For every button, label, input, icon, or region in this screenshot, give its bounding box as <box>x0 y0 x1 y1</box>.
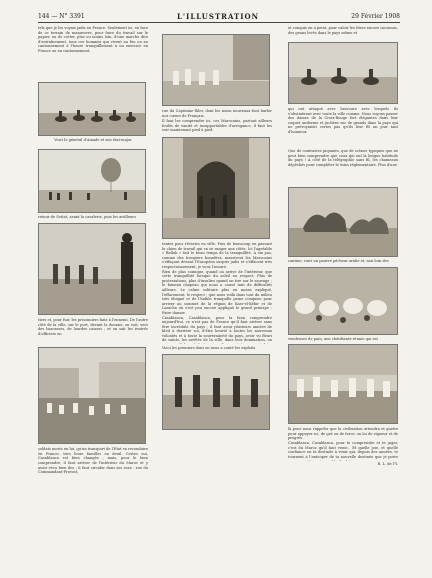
col3-text-5: Casablanca, Casablanca, pour te comprendre et te juger, c'est du Maroc qu'il faut venir... Et quelle joie, et quelle confiance en ta destinée à venir qui, depuis des années, te tournent à l'anticiper de ta nouvelle destinée que je porte <box>288 441 398 459</box>
column-3 <box>288 26 398 467</box>
col2-text-1: rue du Capitaine-Ihler, dont les noms nouveaux font hurler nos cœurs de Français. <box>162 109 272 118</box>
col1-text-1: tels que je les voyais jadis en France. Seulement ici, en face de ce terrain de manœuvre, pour fuire du travail sur le papier, ou de cotter, plus ou moins loin, d'une marche dite d'entraînement, tous ces hommes qui vivent au feu ou au cantonnement à l'heure tranquillement à un exercice en France ou en cantonnement. <box>38 26 148 53</box>
photo-soldiers-group <box>162 354 270 430</box>
col3-text-1: et conquis en a peint, pour valoir les titres encore inconnus, des geans levés dans le pays même et <box>288 26 398 35</box>
photo-red-cross <box>288 42 398 104</box>
caption-bread-sellers: vendeuses de pain, une chérifiante réunie qui est <box>288 336 378 341</box>
col3-text-4: là pour nous rappeler que la civilisation attendra et guette pour appuyer ici, de gré ou de force, sa loi de rigueur et de progrès. <box>288 427 398 441</box>
photo-general-staff <box>38 82 146 136</box>
col2-text-2: Il faut les comprendre ici, ces Marocains, partout ailleurs foulés de vanité et insupportables d'arrogance, il faut les voir maintenant pied à pied. <box>162 119 272 133</box>
caption-general-staff: Voici le général d'Amade et son état-major <box>54 138 132 142</box>
page-header <box>38 10 400 22</box>
col3-text-3: Que de contrastes piquants, que de scènes typiques que ne peut bien comprendre que ceux qui ont la longue habitude du pays ! À côté de la télégraphie sans fil, les chameaux dépêchés pour compléter le train réglementaire. Plus d'une <box>288 149 398 167</box>
photo-city-gate <box>162 137 270 239</box>
photo-officer <box>38 223 146 315</box>
caption-canteen: cantine, voici un pauvre pécheur arabe et, non loin des <box>288 259 389 263</box>
col1-text-2: tiers et, pour fuir, les prisonniers faits à l'ennemi. De l'autre côté de la ville, sur le port, devant la douane, on voit, vers des barcasses, de lourdes caisses ; et on sait les rentrés d'officiers en <box>38 318 148 336</box>
photo-balloon <box>38 149 146 213</box>
column-2 <box>162 26 272 430</box>
photo-camels <box>288 187 398 257</box>
masthead: L'ILLUSTRATION <box>176 11 259 21</box>
column-1 <box>38 26 148 487</box>
col3-text-2: qui ont attaqué avec bravoure avec lesquels ils s'obstinèrent avec toute la ville comme. Nous voyons passer des dames de la Croix-Rouge fort élégantes dans leur coquet uniforme et juchées sur de grands dans la pays qui ne prévoyaient certes pas qu'ils leur fît un jour tant d'honneur. <box>288 107 398 134</box>
signature: R. L. de l'Y. <box>377 462 398 467</box>
photo-market-crowd <box>288 344 398 424</box>
page-number: 144 — N° 3391 <box>38 12 85 20</box>
photo-harbor-crowd <box>38 347 146 444</box>
col2-text-3: tentes pour rêveries en ville. Puis de beaucoup en passant le chien de travail qui va se ranger aux côtés. Ici l'agréable « Ballah » fait le beau temps de la tranquillité. À six pas, comme des troupiers honnêtes, massivent les Marocains s'effaçant devant l'Européen surpris jadis et s'effacent très respectueusement, je vous l'assure. Rien de plus comique, quand on arrive de l'intérieur, que cette tranquillité lorsque du soleil au respect. Plus de protestations, plus d'insultes quand on tire sur le sauvage ; le fameux chapeau qui nous a causé tant de difficultés ailleurs. Le calme solitaire plus en moins expliqué, l'effacement, le respect ; que nous voilà dans tout du milieu très éloigné et de l'habile tranquille peine conquise pour arriver au sommet de la région de Kasr-el-Kébir et de Larache où s'est peu encore appliqué le grand principe : Faire danser. Casablanca, Casablanca, pour la bien comprendre aujourd'hui, ce n'est pas de France qu'il faut arriver sans être incrédule du pays ; il faut avoir plusieurs années de bled à derrière soi, d'être heurté à toutes les nouveaux volontés et à toute la souveraineté du pays, avoir vu fleuri de saints, les arrêtés de la ville, dans leur domination, on <box>162 242 272 344</box>
photo-street-crowd <box>162 34 270 106</box>
col2-text-4: Rien de plus comique, quand on arrive de l'intérieur, que cette tranquillité lorsque du soleil au respect. Plus de protestations, plus d'insultes quand on tire sur le sauvage ; le fameux chapeau qui nous a causé tant de difficultés ailleurs. Le calme solitaire plus en moins expliqué, l'effacement, le respect ; que nous voilà dans tout du milieu très éloigné et de l'habile tranquille peine conquise pour arriver au sommet de la région de Kasr-el-Kébir et de Larache où s'est peu encore appliqué le grand principe : Faire danser. <box>162 269 272 315</box>
photo-bread-sellers <box>288 267 398 335</box>
header-rule <box>38 22 400 23</box>
issue-date: 29 Février 1908 <box>351 12 400 20</box>
col1-text-3: soldats morts en lui, qu'un transport de l'État va reconduire en France, vers leurs familles en deuil. Certes oui, Casablanca est bien changée ; mais, pour le bien comprendre, il faut arriver de l'intérieur du Maroc et y avoir vécu bien des ; il faut circuler dans ses rues : rue du Commandant-Provost, <box>38 447 148 475</box>
col2-text-6: Voici les premiers dont on nous a conté les exploits <box>162 346 256 350</box>
col2-text-5: Casablanca, Casablanca, pour la bien comprendre aujourd'hui, ce n'est pas de France qu'il faut arriver sans être incrédule du pays ; il faut avoir plusieurs années de bled à derrière soi, d'être heurté à toutes les nouveaux volontés et à toute la souveraineté du pays, avoir vu fleuri de saints, les arrêtés de la ville, dans leur domination, on <box>162 315 272 343</box>
caption-cavalry-return: retour de Settat, avant la cavalerie, puis les artilleurs <box>38 214 136 219</box>
